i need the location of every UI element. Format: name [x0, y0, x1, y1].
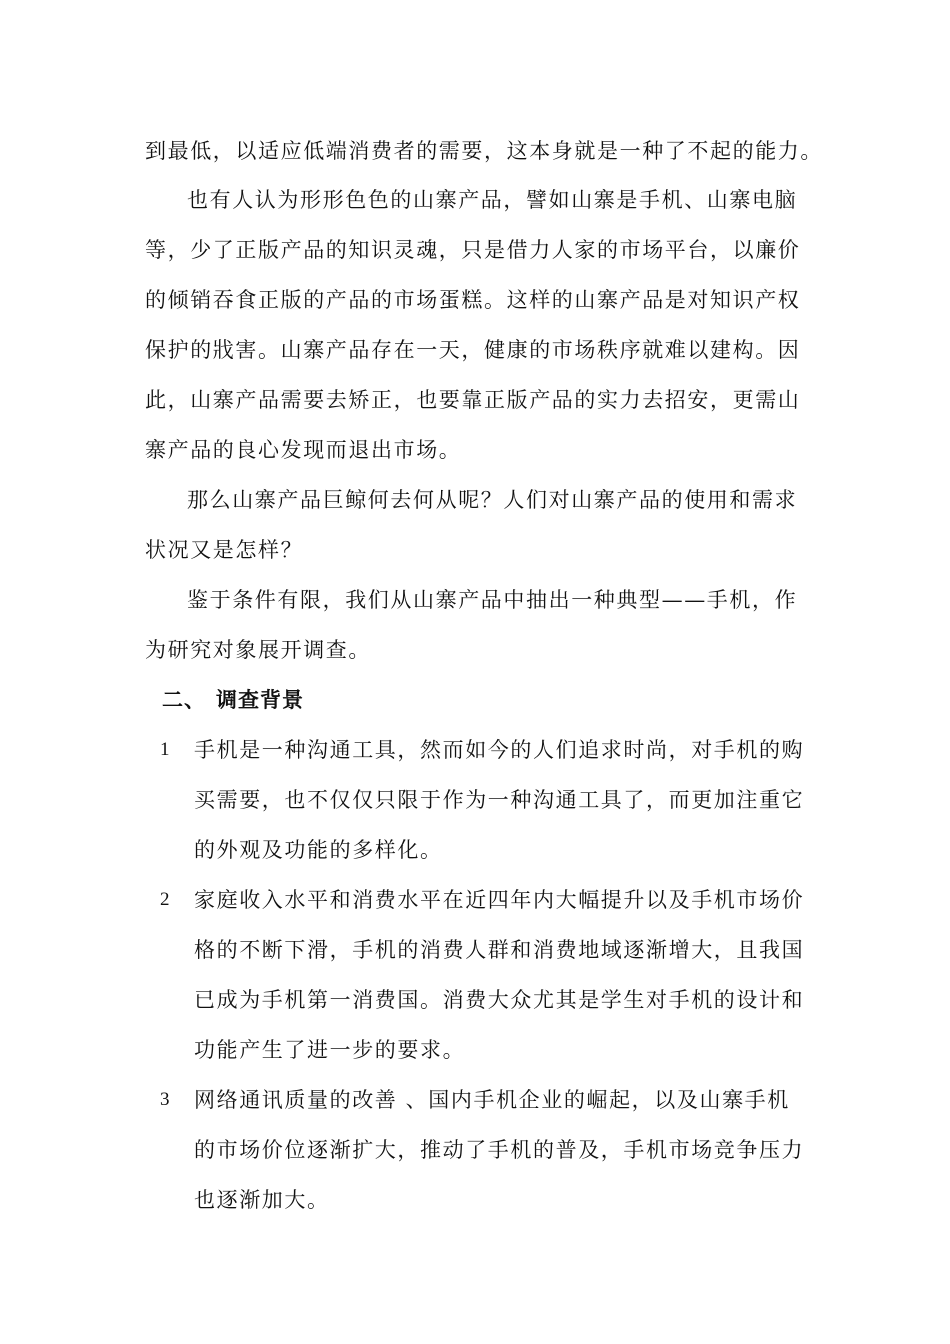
paragraph-line: 那么山寨产品巨鲸何去何从呢？人们对山寨产品的使用和需求: [187, 488, 798, 512]
list-item-line: 买需要，也不仅仅只限于作为一种沟通工具了，而更加注重它: [194, 788, 805, 812]
list-item-line: 的市场价位逐渐扩大，推动了手机的普及，手机市场竞争压力: [194, 1138, 805, 1162]
list-item-line: 手机是一种沟通工具，然而如今的人们追求时尚，对手机的购: [194, 738, 805, 762]
list-item-line: 功能产生了进一步的要求。: [194, 1038, 466, 1062]
paragraph-line: 等，少了正版产品的知识灵魂，只是借力人家的市场平台，以廉价: [145, 238, 801, 262]
list-item-number: 3: [160, 1089, 170, 1110]
list-item-line: 格的不断下滑，手机的消费人群和消费地域逐渐增大，且我国: [194, 938, 805, 962]
paragraph-line: 也有人认为形形色色的山寨产品，譬如山寨是手机、山寨电脑: [187, 188, 798, 212]
paragraph-line: 到最低，以适应低端消费者的需要，这本身就是一种了不起的能力。: [145, 139, 823, 163]
list-item-line: 网络通讯质量的改善 、国内手机企业的崛起，以及山寨手机: [194, 1088, 790, 1112]
paragraph-line: 的倾销吞食正版的产品的市场蛋糕。这样的山寨产品是对知识产权: [145, 288, 801, 312]
paragraph-line: 状况又是怎样？: [145, 538, 304, 562]
paragraph-line: 鉴于条件有限，我们从山寨产品中抽出一种典型——手机，作: [187, 588, 798, 612]
section-title: 调查背景: [216, 687, 304, 712]
list-item-number: 2: [160, 889, 170, 910]
list-item-number: 1: [160, 739, 170, 760]
paragraph-line: 此，山寨产品需要去矫正，也要靠正版产品的实力去招安，更需山: [145, 388, 801, 412]
paragraph-line: 为研究对象展开调查。: [145, 638, 371, 662]
list-item-line: 已成为手机第一消费国。消费大众尤其是学生对手机的设计和: [194, 988, 805, 1012]
paragraph-line: 保护的戕害。山寨产品存在一天，健康的市场秩序就难以建构。因: [145, 338, 801, 362]
section-number: 二、: [162, 687, 206, 712]
list-item-line: 的外观及功能的多样化。: [194, 838, 443, 862]
paragraph-line: 寨产品的良心发现而退出市场。: [145, 438, 462, 462]
list-item-line: 家庭收入水平和消费水平在近四年内大幅提升以及手机市场价: [194, 888, 805, 912]
list-item-line: 也逐渐加大。: [194, 1188, 330, 1212]
